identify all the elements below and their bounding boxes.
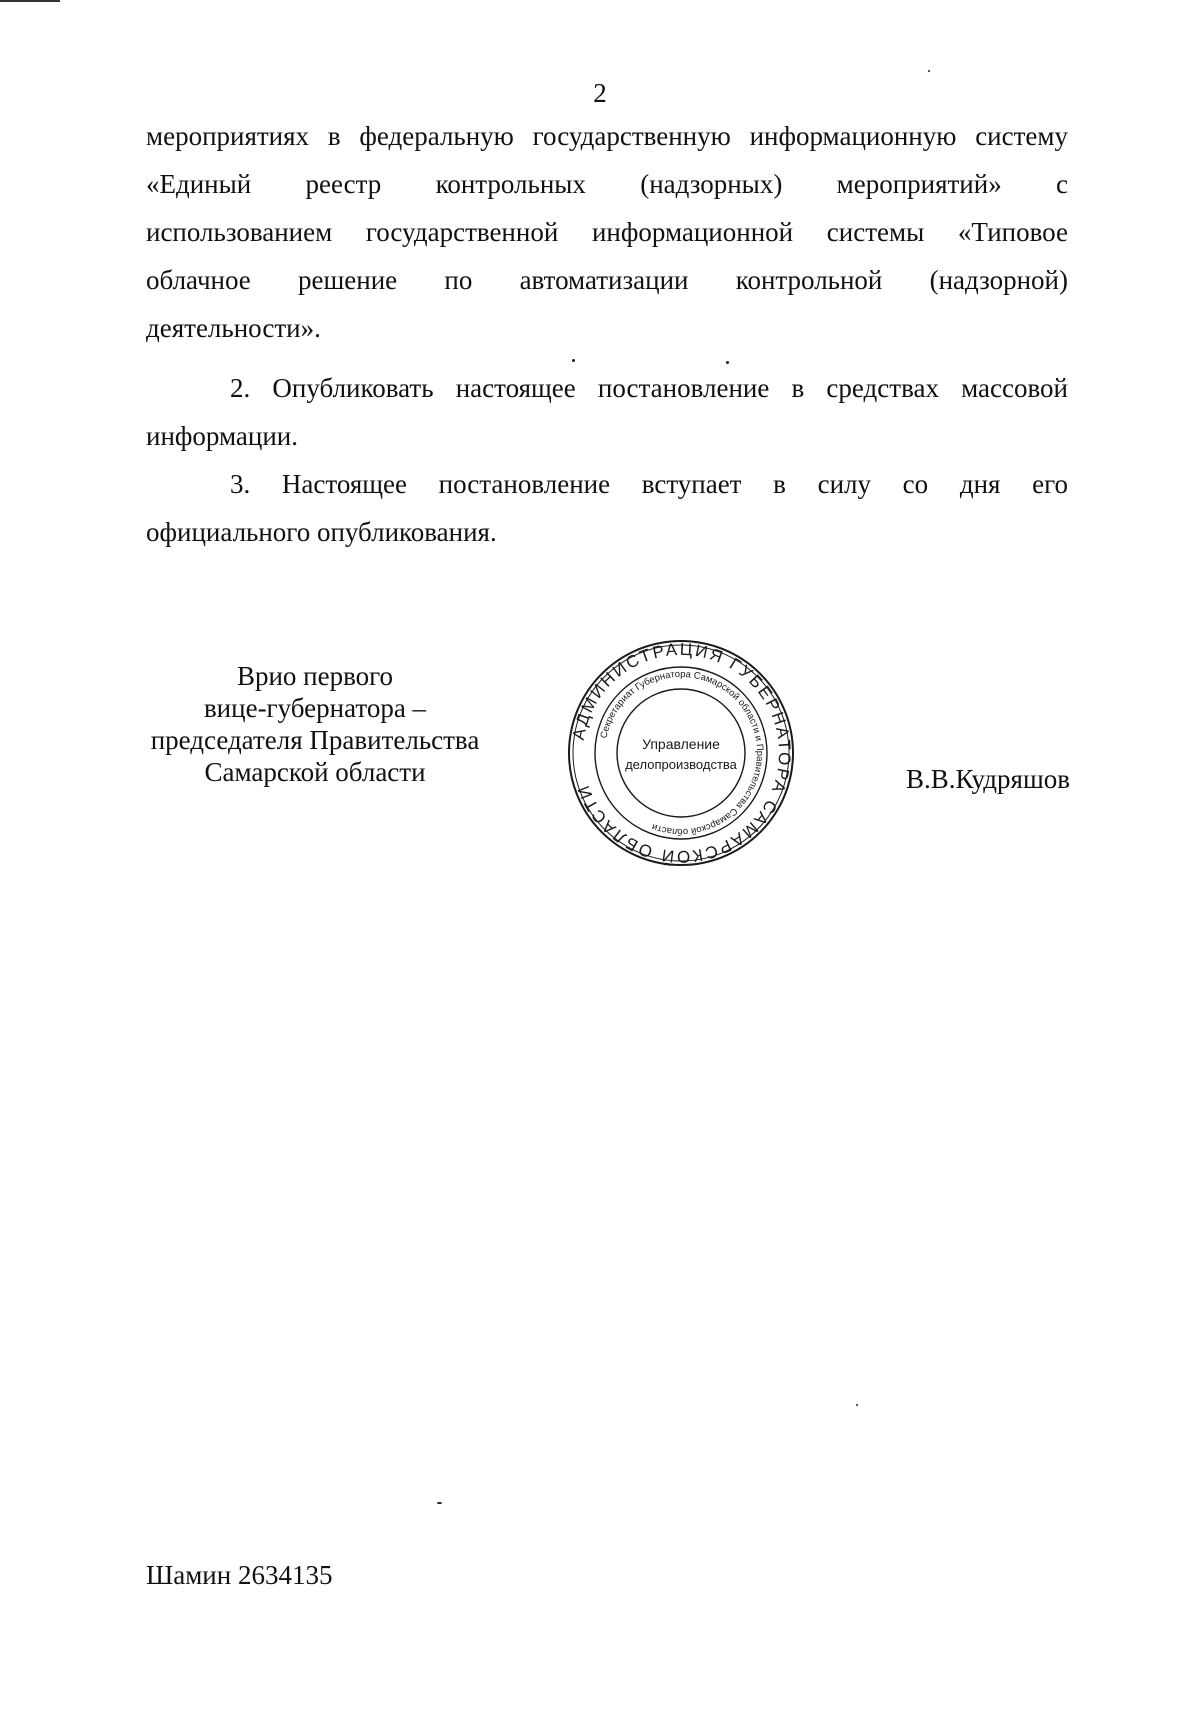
signatory-name: В.В.Кудряшов — [906, 764, 1070, 794]
signatory-position-line-1: Врио первого — [236, 661, 394, 691]
scan-speck — [856, 1404, 858, 1406]
executor-info: Шамин 2634135 — [146, 1560, 333, 1590]
seal-center-line-1: Управление — [642, 736, 720, 752]
paragraph-1-line-2: «Единый реестр контрольных (надзорных) мероприятий» с — [146, 169, 1068, 199]
scan-speck — [437, 1502, 442, 1504]
paragraph-2-line-1: 2. Опубликовать настоящее постановление в средствах массовой — [230, 373, 1068, 403]
official-seal — [566, 638, 796, 868]
signatory-position-line-2: вице-губернатора – — [203, 693, 427, 723]
paragraph-1-line-4: облачное решение по автоматизации контрольной (надзорной) — [146, 265, 1068, 295]
scan-speck — [928, 70, 930, 72]
signatory-position-line-3: председателя Правительства — [150, 725, 480, 755]
seal-inner-ring — [617, 689, 745, 817]
seal-center-line-2: делопроизводства — [625, 757, 737, 772]
paragraph-1 — [146, 112, 1068, 352]
seal-inner-text: Секретариат Губернатора Самарской области и Правительства Самарской области — [598, 668, 766, 838]
paragraph-2 — [146, 364, 1068, 460]
page-number: 2 — [593, 78, 607, 108]
signatory-position — [140, 660, 490, 788]
paragraph-3-line-2: официального опубликования. — [146, 517, 497, 547]
paragraph-3-line-1: 3. Настоящее постановление вступает в силу со дня его — [230, 469, 1068, 499]
seal-outer-text: АДМИНИСТРАЦИЯ ГУБЕРНАТОРА САМАРСКОЙ ОБЛАСТИ — [568, 639, 795, 867]
scan-speck — [572, 359, 575, 362]
paragraph-3 — [146, 460, 1068, 556]
signatory-position-line-4: Самарской области — [204, 757, 426, 787]
paragraph-1-line-1: мероприятиях в федеральную государственную информационную систему — [146, 121, 1068, 151]
seal-middle-ring — [595, 667, 767, 839]
scan-artifact — [0, 0, 60, 2]
paragraph-1-line-3: использованием государственной информационной системы «Типовое — [146, 217, 1068, 247]
paragraph-2-line-2: информации. — [146, 421, 298, 451]
paragraph-1-line-5: деятельности». — [146, 313, 321, 343]
scan-speck — [726, 361, 729, 364]
